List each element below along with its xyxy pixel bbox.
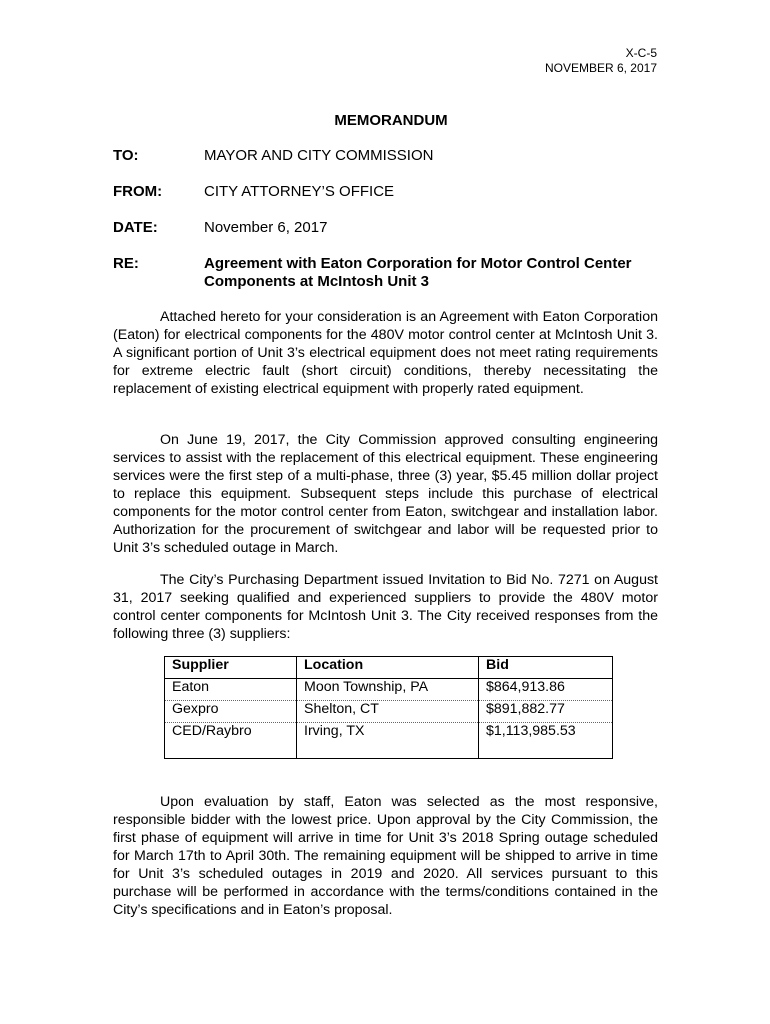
bid-table [164,656,613,759]
from-value: CITY ATTORNEY’S OFFICE [204,183,395,200]
from-label: FROM: [113,183,163,200]
column-header-supplier: Supplier [165,657,297,679]
body-paragraph-4: Upon evaluation by staff, Eaton was selected as the most responsive, responsible bidder with the lowest price. Upon approval by the City Commission, the first phase of equipment will arrive in time for Unit 3’s 2018 Spring outage scheduled for March 17th to April 30th. The remaining equipment will be shipped to arrive in time for Unit 3’s scheduled outages in 2019 and 2020. All services pursuant to this purchase will be performed in accordance with the terms/conditions contained in the City’s specifications and in Eaton’s proposal. [113,794,658,918]
location-cell: Shelton, CT [297,701,479,723]
re-value: Agreement with Eaton Corporation for Motor Control Center Components at McIntosh Unit 3 [204,255,632,290]
date-label: DATE: [113,219,158,236]
to-label: TO: [113,147,139,164]
location-cell: Irving, TX [297,723,479,759]
table-row [165,679,613,701]
column-header-bid: Bid [479,657,613,679]
supplier-cell: Eaton [165,679,297,701]
memo-title [0,112,770,130]
supplier-cell: CED/Raybro [165,723,297,759]
to-value: MAYOR AND CITY COMMISSION [204,147,434,164]
date-value: November 6, 2017 [204,219,328,236]
re-label: RE: [113,255,139,272]
bid-cell: $1,113,985.53 [479,723,613,759]
document-reference [545,46,657,76]
bid-cell: $891,882.77 [479,701,613,723]
reference-date: NOVEMBER 6, 2017 [544,61,657,75]
location-cell: Moon Township, PA [297,679,479,701]
body-paragraph-3: The City’s Purchasing Department issued Invitation to Bid No. 7271 on August 31, 2017 seeking qualified and experienced suppliers to provide the 480V motor control center components for McIntosh Unit 3. The City received responses from the following three (3) suppliers: [113,572,658,642]
table-row [165,701,613,723]
table-row [165,723,613,759]
supplier-cell: Gexpro [165,701,297,723]
reference-code: X-C-5 [625,46,657,60]
column-header-location: Location [297,657,479,679]
body-paragraph-1: Attached hereto for your consideration is an Agreement with Eaton Corporation (Eaton) for electrical components for the 480V motor control center at McIntosh Unit 3. A significant portion of Unit 3’s electrical equipment does not meet rating requirements for extreme electric fault (short circuit) conditions, thereby necessitating the replacement of existing electrical equipment with properly rated equipment. [113,309,658,397]
body-paragraph-2: On June 19, 2017, the City Commission approved consulting engineering services to assist with the replacement of this electrical equipment. These engineering services were the first step of a multi-phase, three (3) year, $5.45 million dollar project to replace this equipment. Subsequent steps include this purchase of electrical components for the motor control center from Eaton, switchgear and installation labor. Authorization for the procurement of switchgear and labor will be requested prior to Unit 3’s scheduled outage in March. [113,432,658,556]
bid-cell: $864,913.86 [479,679,613,701]
memo-title-text: MEMORANDUM [334,112,448,129]
bid-table-header-row [165,657,613,679]
